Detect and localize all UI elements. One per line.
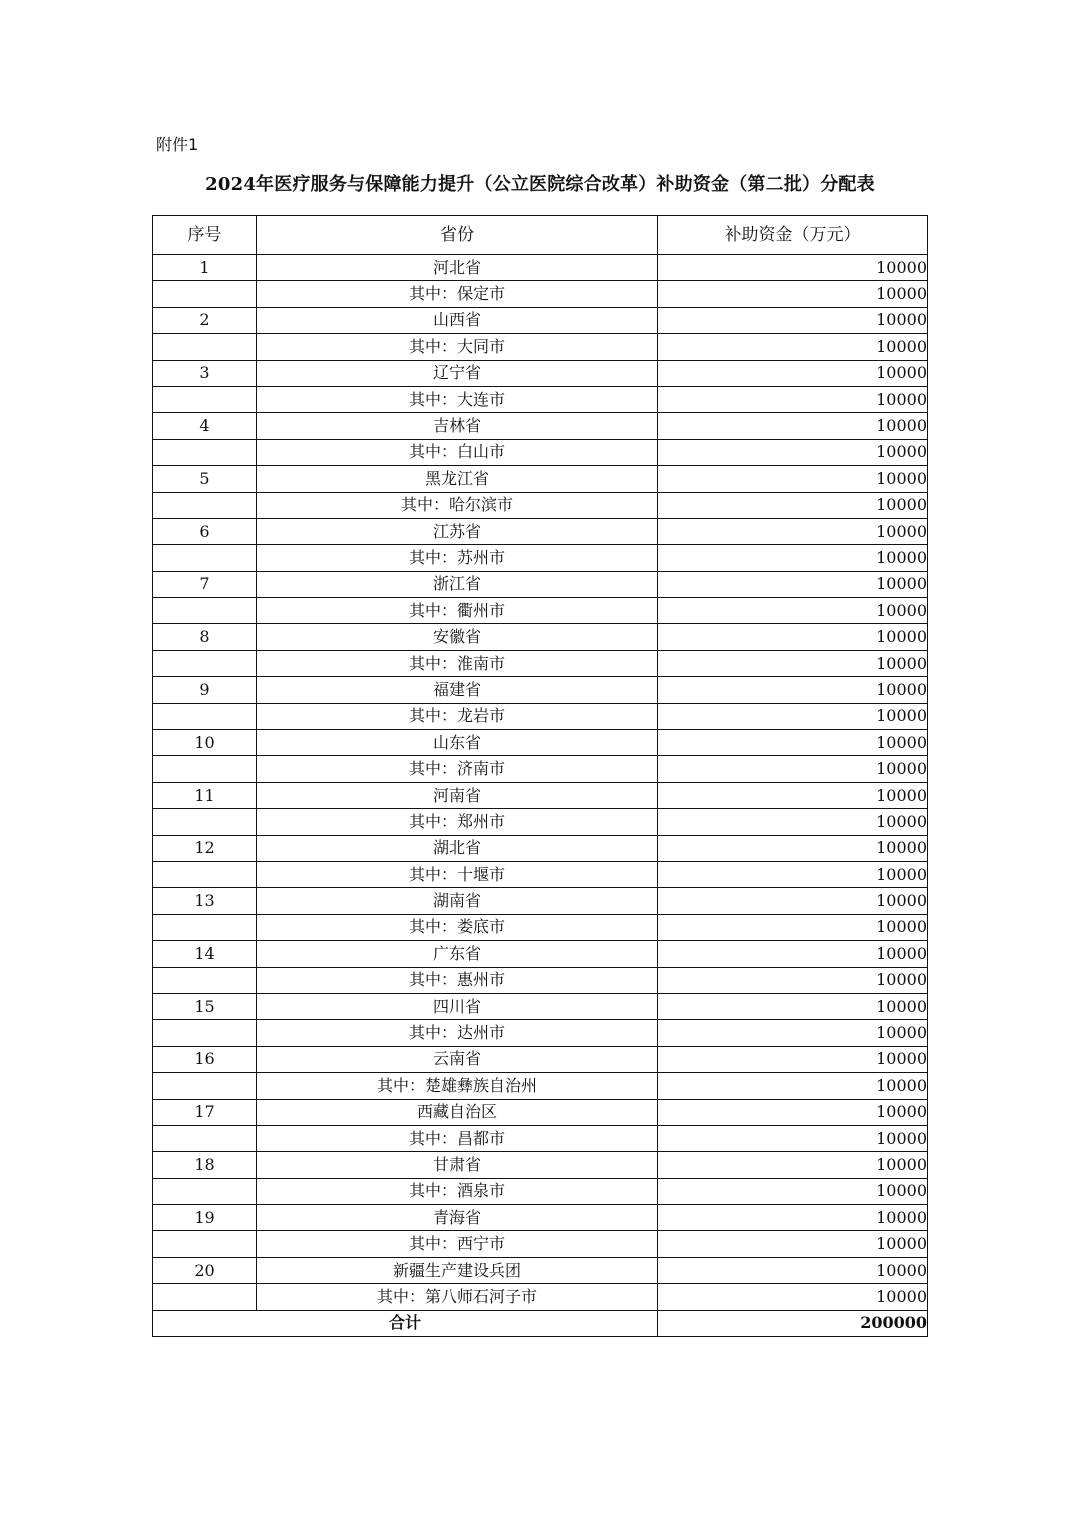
cell-name: 福建省 [257, 677, 658, 703]
cell-name: 其中：西宁市 [257, 1231, 658, 1257]
header-seq: 序号 [153, 216, 257, 255]
cell-seq [153, 1178, 257, 1204]
table-row [153, 1073, 928, 1099]
cell-seq: 20 [153, 1257, 257, 1283]
cell-name: 其中：昌都市 [257, 1125, 658, 1151]
table-row [153, 334, 928, 360]
cell-seq [153, 281, 257, 307]
cell-name: 河南省 [257, 782, 658, 808]
cell-seq [153, 492, 257, 518]
cell-name: 其中：第八师石河子市 [257, 1284, 658, 1310]
table-row [153, 439, 928, 465]
cell-name: 其中：达州市 [257, 1020, 658, 1046]
table-row [153, 1178, 928, 1204]
cell-amount: 10000 [658, 650, 928, 676]
cell-name: 其中：淮南市 [257, 650, 658, 676]
table-row [153, 941, 928, 967]
cell-seq [153, 1231, 257, 1257]
cell-amount: 10000 [658, 466, 928, 492]
cell-amount: 10000 [658, 439, 928, 465]
cell-amount: 10000 [658, 518, 928, 544]
table-row [153, 730, 928, 756]
cell-seq [153, 861, 257, 887]
total-row [153, 1310, 928, 1336]
table-row [153, 1099, 928, 1125]
cell-amount: 10000 [658, 809, 928, 835]
table-row [153, 1257, 928, 1283]
table-row [153, 993, 928, 1019]
table-row [153, 255, 928, 281]
cell-name: 其中：酒泉市 [257, 1178, 658, 1204]
cell-amount: 10000 [658, 914, 928, 940]
cell-name: 其中：白山市 [257, 439, 658, 465]
table-row [153, 861, 928, 887]
cell-name: 江苏省 [257, 518, 658, 544]
table-row [153, 1152, 928, 1178]
table-row [153, 914, 928, 940]
cell-seq [153, 1125, 257, 1151]
cell-seq: 5 [153, 466, 257, 492]
cell-amount: 10000 [658, 1152, 928, 1178]
cell-seq [153, 809, 257, 835]
total-label: 合计 [153, 1310, 658, 1336]
table-row [153, 413, 928, 439]
cell-amount: 10000 [658, 492, 928, 518]
cell-amount: 10000 [658, 782, 928, 808]
cell-name: 湖南省 [257, 888, 658, 914]
cell-seq [153, 1284, 257, 1310]
cell-amount: 10000 [658, 703, 928, 729]
cell-seq: 19 [153, 1205, 257, 1231]
table-row [153, 360, 928, 386]
cell-seq: 14 [153, 941, 257, 967]
cell-amount: 10000 [658, 888, 928, 914]
table-row [153, 809, 928, 835]
cell-seq [153, 439, 257, 465]
cell-name: 其中：苏州市 [257, 545, 658, 571]
cell-name: 其中：济南市 [257, 756, 658, 782]
cell-seq: 7 [153, 571, 257, 597]
cell-amount: 10000 [658, 386, 928, 412]
table-row [153, 677, 928, 703]
cell-amount: 10000 [658, 730, 928, 756]
header-amount: 补助资金（万元） [658, 216, 928, 255]
cell-amount: 10000 [658, 571, 928, 597]
table-row [153, 307, 928, 333]
cell-name: 其中：十堰市 [257, 861, 658, 887]
cell-name: 辽宁省 [257, 360, 658, 386]
cell-name: 西藏自治区 [257, 1099, 658, 1125]
cell-amount: 10000 [658, 334, 928, 360]
cell-amount: 10000 [658, 677, 928, 703]
cell-name: 其中：龙岩市 [257, 703, 658, 729]
cell-name: 其中：大连市 [257, 386, 658, 412]
table-row [153, 624, 928, 650]
cell-seq [153, 1020, 257, 1046]
table-row [153, 1046, 928, 1072]
cell-name: 甘肃省 [257, 1152, 658, 1178]
cell-amount: 10000 [658, 545, 928, 571]
cell-name: 新疆生产建设兵团 [257, 1257, 658, 1283]
cell-amount: 10000 [658, 835, 928, 861]
cell-name: 其中：保定市 [257, 281, 658, 307]
table-body [153, 255, 928, 1337]
cell-seq: 10 [153, 730, 257, 756]
cell-seq: 17 [153, 1099, 257, 1125]
cell-name: 浙江省 [257, 571, 658, 597]
attachment-label: 附件1 [156, 135, 199, 154]
cell-name: 吉林省 [257, 413, 658, 439]
table-row [153, 1205, 928, 1231]
table-row [153, 518, 928, 544]
cell-seq [153, 545, 257, 571]
cell-seq [153, 967, 257, 993]
cell-name: 其中：大同市 [257, 334, 658, 360]
cell-amount: 10000 [658, 624, 928, 650]
cell-seq: 13 [153, 888, 257, 914]
cell-amount: 10000 [658, 307, 928, 333]
document-title: 2024年医疗服务与保障能力提升（公立医院综合改革）补助资金（第二批）分配表 [205, 174, 875, 195]
cell-amount: 10000 [658, 1231, 928, 1257]
cell-seq: 6 [153, 518, 257, 544]
cell-amount: 10000 [658, 1178, 928, 1204]
cell-amount: 10000 [658, 598, 928, 624]
cell-seq: 9 [153, 677, 257, 703]
cell-amount: 10000 [658, 1046, 928, 1072]
cell-amount: 10000 [658, 1257, 928, 1283]
table-row [153, 571, 928, 597]
cell-seq: 4 [153, 413, 257, 439]
table-row [153, 1231, 928, 1257]
cell-seq: 16 [153, 1046, 257, 1072]
table-row [153, 835, 928, 861]
cell-name: 安徽省 [257, 624, 658, 650]
cell-amount: 10000 [658, 413, 928, 439]
table-row [153, 756, 928, 782]
cell-seq [153, 703, 257, 729]
cell-amount: 10000 [658, 1020, 928, 1046]
cell-seq: 3 [153, 360, 257, 386]
cell-seq: 1 [153, 255, 257, 281]
cell-seq [153, 598, 257, 624]
cell-seq: 18 [153, 1152, 257, 1178]
allocation-table [152, 215, 928, 1337]
cell-name: 黑龙江省 [257, 466, 658, 492]
cell-amount: 10000 [658, 255, 928, 281]
cell-amount: 10000 [658, 281, 928, 307]
cell-name: 其中：娄底市 [257, 914, 658, 940]
table-row [153, 466, 928, 492]
cell-name: 其中：惠州市 [257, 967, 658, 993]
cell-amount: 10000 [658, 1125, 928, 1151]
cell-amount: 10000 [658, 1284, 928, 1310]
cell-seq [153, 650, 257, 676]
table-row [153, 545, 928, 571]
cell-seq: 12 [153, 835, 257, 861]
cell-seq [153, 1073, 257, 1099]
cell-amount: 10000 [658, 756, 928, 782]
cell-seq: 15 [153, 993, 257, 1019]
cell-amount: 10000 [658, 1099, 928, 1125]
cell-amount: 10000 [658, 993, 928, 1019]
table-row [153, 598, 928, 624]
cell-seq: 2 [153, 307, 257, 333]
table-row [153, 1125, 928, 1151]
table-row [153, 386, 928, 412]
cell-name: 其中：郑州市 [257, 809, 658, 835]
table-row [153, 650, 928, 676]
table-row [153, 888, 928, 914]
cell-amount: 10000 [658, 967, 928, 993]
cell-name: 山西省 [257, 307, 658, 333]
cell-name: 其中：衢州市 [257, 598, 658, 624]
cell-amount: 10000 [658, 360, 928, 386]
cell-seq [153, 386, 257, 412]
cell-name: 青海省 [257, 1205, 658, 1231]
table-row [153, 967, 928, 993]
total-amount: 200000 [658, 1310, 928, 1336]
table-header-row [153, 216, 928, 255]
cell-seq [153, 334, 257, 360]
header-province: 省份 [257, 216, 658, 255]
cell-seq: 8 [153, 624, 257, 650]
table-row [153, 782, 928, 808]
cell-name: 其中：哈尔滨市 [257, 492, 658, 518]
cell-name: 其中：楚雄彝族自治州 [257, 1073, 658, 1099]
cell-seq: 11 [153, 782, 257, 808]
table-row [153, 492, 928, 518]
table-row [153, 1020, 928, 1046]
cell-seq [153, 756, 257, 782]
cell-amount: 10000 [658, 1073, 928, 1099]
cell-amount: 10000 [658, 861, 928, 887]
cell-name: 云南省 [257, 1046, 658, 1072]
table-row [153, 703, 928, 729]
table-row [153, 281, 928, 307]
cell-name: 湖北省 [257, 835, 658, 861]
cell-name: 四川省 [257, 993, 658, 1019]
cell-amount: 10000 [658, 1205, 928, 1231]
cell-amount: 10000 [658, 941, 928, 967]
cell-name: 山东省 [257, 730, 658, 756]
cell-seq [153, 914, 257, 940]
cell-name: 河北省 [257, 255, 658, 281]
cell-name: 广东省 [257, 941, 658, 967]
table-row [153, 1284, 928, 1310]
